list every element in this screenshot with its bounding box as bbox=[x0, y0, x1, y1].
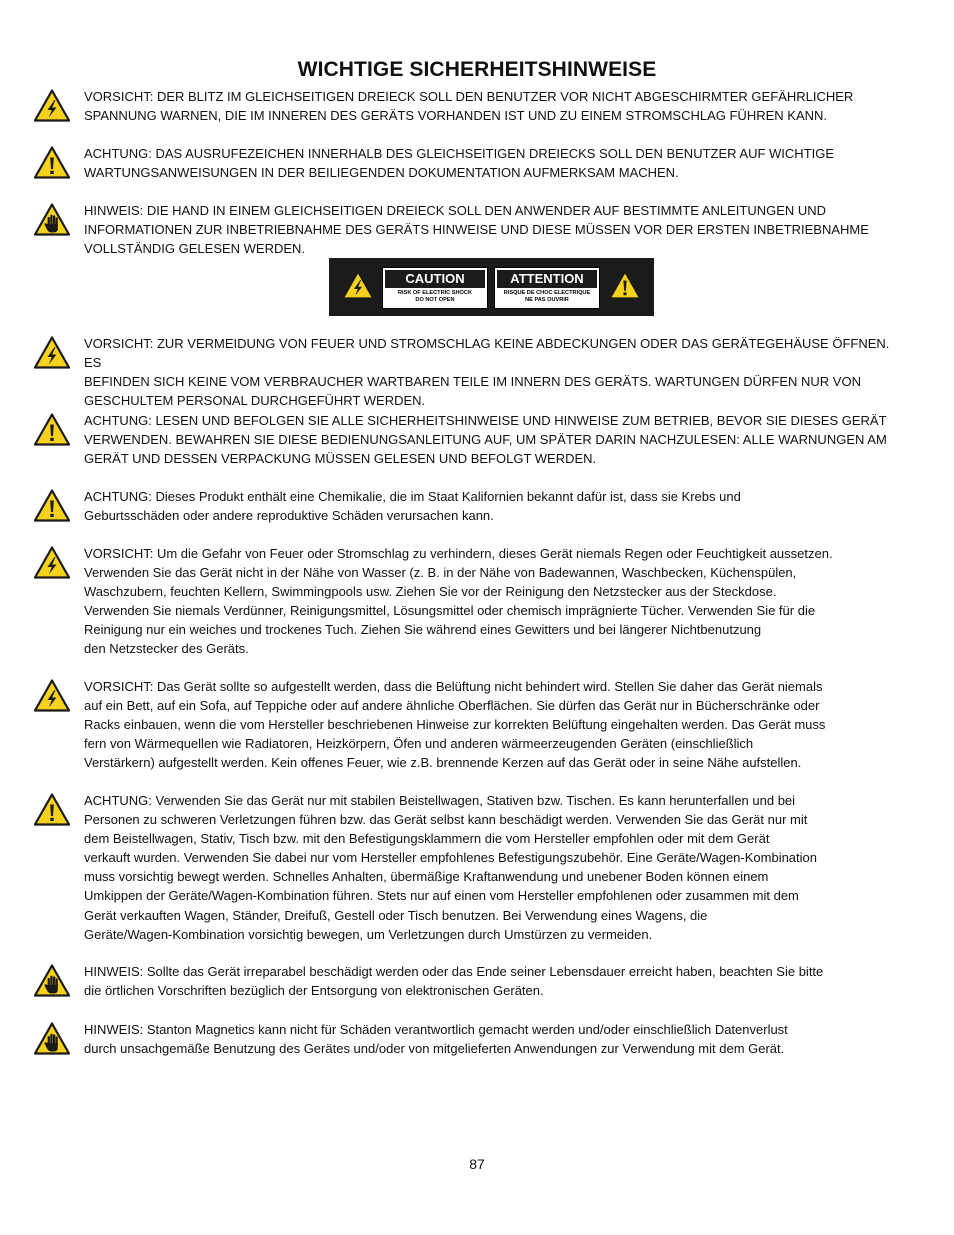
notice-text: VORSICHT: DER BLITZ IM GLEICHSEITIGEN DREIECK SOLL DEN BENUTZER VOR NICHT ABGESCHIRMTER GEFÄHRLICHER SPANNUNG WARNEN, DIE IM INNEREN DES GERÄTS VORHANDEN IST UND ZU EINEM STROMSCHLAG FÜHREN KANN. bbox=[84, 89, 854, 124]
attention-title: ATTENTION bbox=[497, 270, 597, 288]
notice-text: ACHTUNG: DAS AUSRUFEZEICHEN INNERHALB DES GLEICHSEITIGEN DREIECKS SOLL DEN BENUTZER AUF WICHTIGE WARTUNGSANWEISUNGEN IN DER BEILIEGENDEN DOKUMENTATION AUFMERKSAM MACHEN. bbox=[84, 146, 835, 181]
hand-warning-icon bbox=[34, 1022, 70, 1055]
notice-text: ACHTUNG: LESEN UND BEFOLGEN SIE ALLE SICHERHEITSHINWEISE UND HINWEISE ZUM BETRIEB, BEVOR SIE DIESES GERÄT VERWENDEN. BEWAHREN SIE DIESE BEDIENUNGSANLEITUNG AUF, UM SPÄTER DARIN NACHZULESEN: ALLE WARNUNGEN AM GERÄT UND DESSEN VERPACKUNG MÜSSEN GELESEN UND BEFOLGT WERDEN. bbox=[84, 413, 887, 467]
exclamation-warning-icon bbox=[609, 270, 641, 300]
page-title: WICHTIGE SICHERHEITSHINWEISE bbox=[297, 58, 657, 81]
exclamation-warning-icon bbox=[34, 793, 70, 826]
notice-text: HINWEIS: Stanton Magnetics kann nicht für Schäden verantwortlich gemacht werden und/oder einschließlich Datenverlust durch unsachgemäße Benutzung des Gerätes und/oder von mitgelieferten Anwendungen zur Verwendung mit dem Gerät. bbox=[84, 1022, 788, 1057]
lightning-warning-icon bbox=[34, 336, 70, 369]
attention-line2: NE PAS OUVRIR bbox=[525, 297, 569, 303]
exclamation-warning-icon bbox=[34, 413, 70, 446]
notice-text: HINWEIS: DIE HAND IN EINEM GLEICHSEITIGEN DREIECK SOLL DEN ANWENDER AUF BESTIMMTE ANLEITUNGEN UND INFORMATIONEN ZUR INBETRIEBNAHME DES GERÄTS HINWEISE UND DIESE MÜSSEN VOR DER ERSTEN INBETRIEBNAHME VOLLSTÄNDIG GELESEN WERDEN. bbox=[84, 203, 869, 257]
notice-text: ACHTUNG: Dieses Produkt enthält eine Chemikalie, die im Staat Kalifornien bekannt dafür ist, dass sie Krebs und Geburtsschäden oder andere reproduktive Schäden verursachen kann. bbox=[84, 489, 741, 524]
caution-line2: DO NOT OPEN bbox=[415, 297, 455, 303]
hand-warning-icon bbox=[34, 203, 70, 236]
notice-text: VORSICHT: ZUR VERMEIDUNG VON FEUER UND STROMSCHLAG KEINE ABDECKUNGEN ODER DAS GERÄTEGEHÄUSE ÖFFNEN. ES BEFINDEN SICH KEINE VOM VERBRAUCHER WARTBAREN TEILE IM INNERN DES GERÄTS. WARTUNGEN DÜRFEN NUR VON GESCHULTEM PERSONAL DURCHGEFÜHRT WERDEN. bbox=[84, 336, 890, 409]
lightning-warning-icon bbox=[34, 89, 70, 122]
hand-warning-icon bbox=[34, 964, 70, 997]
notice-text: VORSICHT: Das Gerät sollte so aufgestellt werden, dass die Belüftung nicht behindert wird. Stellen Sie daher das Gerät niemals auf ein Bett, auf ein Sofa, auf Teppiche oder auf andere ähnliche Oberflächen. Sie dürfen das Gerät nur in Bücherschränke oder Racks einbauen, wenn die vom Hersteller beschriebenen Hinweise zur korrekten Belüftung eingehalten werden. Das Gerät muss fern von Wärmequellen wie Radiatoren, Heizkörpern, Öfen und anderen wärmeerzeugenden Geräten (einschließlich Verstärkern) aufgestellt werden. Kein offenes Feuer, wie z.B. brennende Kerzen auf das Gerät oder in seine Nähe aufstellen. bbox=[84, 679, 826, 771]
attention-panel bbox=[494, 267, 600, 309]
caution-subtext bbox=[383, 290, 487, 304]
exclamation-warning-icon bbox=[34, 489, 70, 522]
lightning-warning-icon bbox=[34, 546, 70, 579]
lightning-warning-icon bbox=[342, 270, 374, 300]
page-number: 87 bbox=[469, 1156, 485, 1172]
caution-title: CAUTION bbox=[385, 270, 485, 288]
attention-subtext bbox=[495, 290, 599, 304]
attention-line1: RISQUE DE CHOC ELECTRIQUE bbox=[503, 290, 591, 296]
caution-panel bbox=[382, 267, 488, 309]
caution-line1: RISK OF ELECTRIC SHOCK bbox=[398, 290, 472, 296]
notice-text: ACHTUNG: Verwenden Sie das Gerät nur mit stabilen Beistellwagen, Stativen bzw. Tischen. Es kann herunterfallen und bei Personen zu schweren Verletzungen führen bzw. das Gerät selbst kann beschädigt werden. Verwenden Sie das Gerät nur mit dem Beistellwagen, Stativ, Tisch bzw. mit den Befestigungsklammern die vom Hersteller empfohlen oder mit dem Gerät verkauft wurden. Verwenden Sie dabei nur vom Hersteller empfohlenes Befestigungszubehör. Eine Geräte/Wagen-Kombination muss vorsichtig bewegt werden. Schnelles Anhalten, übermäßige Kraftanwendung und unebener Boden können einem Umkippen der Geräte/Wagen-Kombination führen. Stets nur auf einen vom Hersteller empfohlenen oder zusammen mit dem Gerät verkauften Wagen, Ständer, Dreifuß, Gestell oder Tisch benutzen. Bei Verwendung eines Wagens, die Geräte/Wagen-Kombination vorsichtig bewegen, um Verletzungen durch Umstürzen zu vermeiden. bbox=[84, 793, 817, 942]
caution-attention-banner bbox=[329, 258, 654, 316]
exclamation-warning-icon bbox=[34, 146, 70, 179]
notice-text: VORSICHT: Um die Gefahr von Feuer oder Stromschlag zu verhindern, dieses Gerät niemals Regen oder Feuchtigkeit aussetzen. Verwenden Sie das Gerät nicht in der Nähe von Wasser (z. B. in der Nähe von Badewannen, Waschbecken, Küchenspülen, Waschzubern, feuchten Kellern, Swimmingpools usw. Ziehen Sie vor der Reinigung den Netzstecker aus der Steckdose. Verwenden Sie niemals Verdünner, Reinigungsmittel, Lösungsmittel oder chemisch imprägnierte Tücher. Verwenden Sie für die Reinigung nur ein weiches und trockenes Tuch. Ziehen Sie während eines Gewitters und bei längerer Nichtbenutzung den Netzstecker des Geräts. bbox=[84, 546, 833, 657]
lightning-warning-icon bbox=[34, 679, 70, 712]
notice-text: HINWEIS: Sollte das Gerät irreparabel beschädigt werden oder das Ende seiner Lebensdauer erreicht haben, beachten Sie bitte die örtlichen Vorschriften bezüglich der Entsorgung von elektronischen Geräten. bbox=[84, 964, 824, 999]
